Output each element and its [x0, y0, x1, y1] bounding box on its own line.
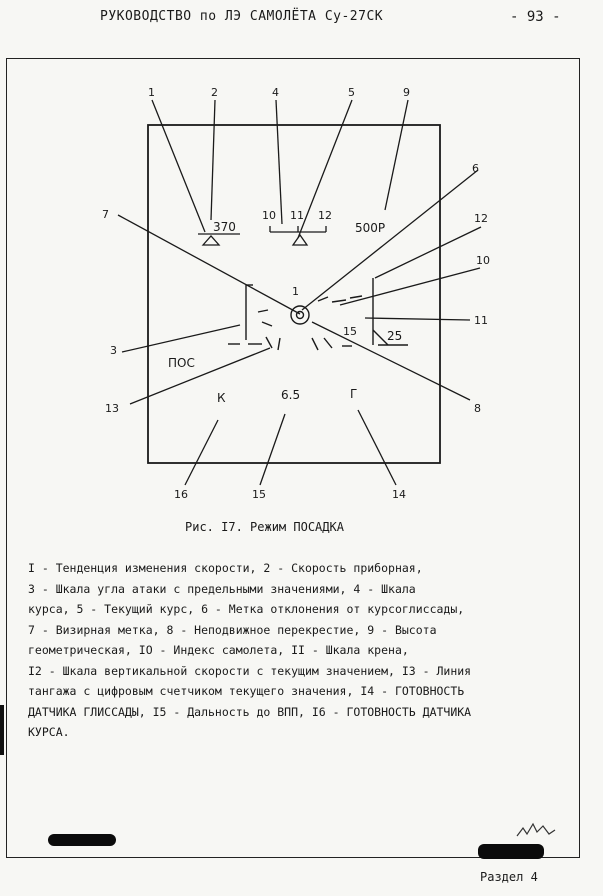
altitude-value: 500Р [355, 221, 386, 235]
callout-15: 15 [252, 488, 266, 501]
legend-line: I2 - Шкала вертикальной скорости с текущим значением, I3 - Линия [28, 663, 472, 678]
bank-mark-label: 1 [292, 285, 299, 298]
legend-line: 3 - Шкала угла атаки с предельными значениями, 4 - Шкала [28, 581, 416, 596]
legend-line: тангажа с цифровым счетчиком текущего значения, I4 - ГОТОВНОСТЬ [28, 684, 465, 698]
page-number: - 93 - [510, 9, 561, 25]
binding-mark [0, 705, 4, 755]
course-scale-12: 12 [318, 209, 332, 222]
callout-9: 9 [403, 86, 410, 99]
vertical-speed-value: 25 [387, 329, 403, 343]
callout-11: 11 [474, 314, 488, 327]
stamp-scribble [515, 818, 557, 840]
callout-13: 13 [105, 402, 119, 415]
callout-16: 16 [174, 488, 188, 501]
figure-legend [28, 558, 588, 743]
callout-10: 10 [476, 254, 490, 267]
mode-label: ПОС [168, 356, 195, 370]
callout-6: 6 [472, 162, 479, 175]
legend-line: курса, 5 - Текущий курс, 6 - Метка отклонения от курсоглиссады, [28, 602, 465, 616]
course-scale-10: 10 [262, 209, 276, 222]
callout-14: 14 [392, 488, 406, 501]
pitch-value: 15 [343, 325, 357, 338]
legend-line: ДАТЧИКА ГЛИССАДЫ, I5 - Дальность до ВПП, I6 - ГОТОВНОСТЬ ДАТЧИКА [28, 704, 472, 719]
callout-4: 4 [272, 86, 279, 99]
redaction-mark [478, 844, 544, 859]
legend-line: КУРСА. [28, 725, 70, 739]
page-header-title: РУКОВОДСТВО по ЛЭ САМОЛЁТА Су-27СК [100, 9, 384, 24]
callout-1: 1 [148, 86, 155, 99]
callout-12: 12 [474, 212, 488, 225]
legend-line: 7 - Визирная метка, 8 - Неподвижное перекрестие, 9 - Высота [28, 622, 437, 637]
redaction-mark [48, 834, 116, 846]
glideslope-sensor-g: Г [350, 387, 358, 401]
callout-8: 8 [474, 402, 481, 415]
callout-5: 5 [348, 86, 355, 99]
course-sensor-k: К [217, 391, 226, 405]
legend-line: I - Тенденция изменения скорости, 2 - Скорость приборная, [28, 561, 423, 575]
callout-3: 3 [110, 344, 117, 357]
callout-2: 2 [211, 86, 218, 99]
section-label: Раздел 4 [480, 870, 538, 884]
speed-value: 370 [213, 220, 236, 234]
course-scale-11: 11 [290, 209, 304, 222]
legend-line: геометрическая, IO - Индекс самолета, II - Шкала крена, [28, 643, 409, 657]
figure-caption: Рис. I7. Режим ПОСАДКА [185, 520, 344, 534]
callout-7: 7 [102, 208, 109, 221]
distance-value: 6.5 [281, 388, 301, 402]
